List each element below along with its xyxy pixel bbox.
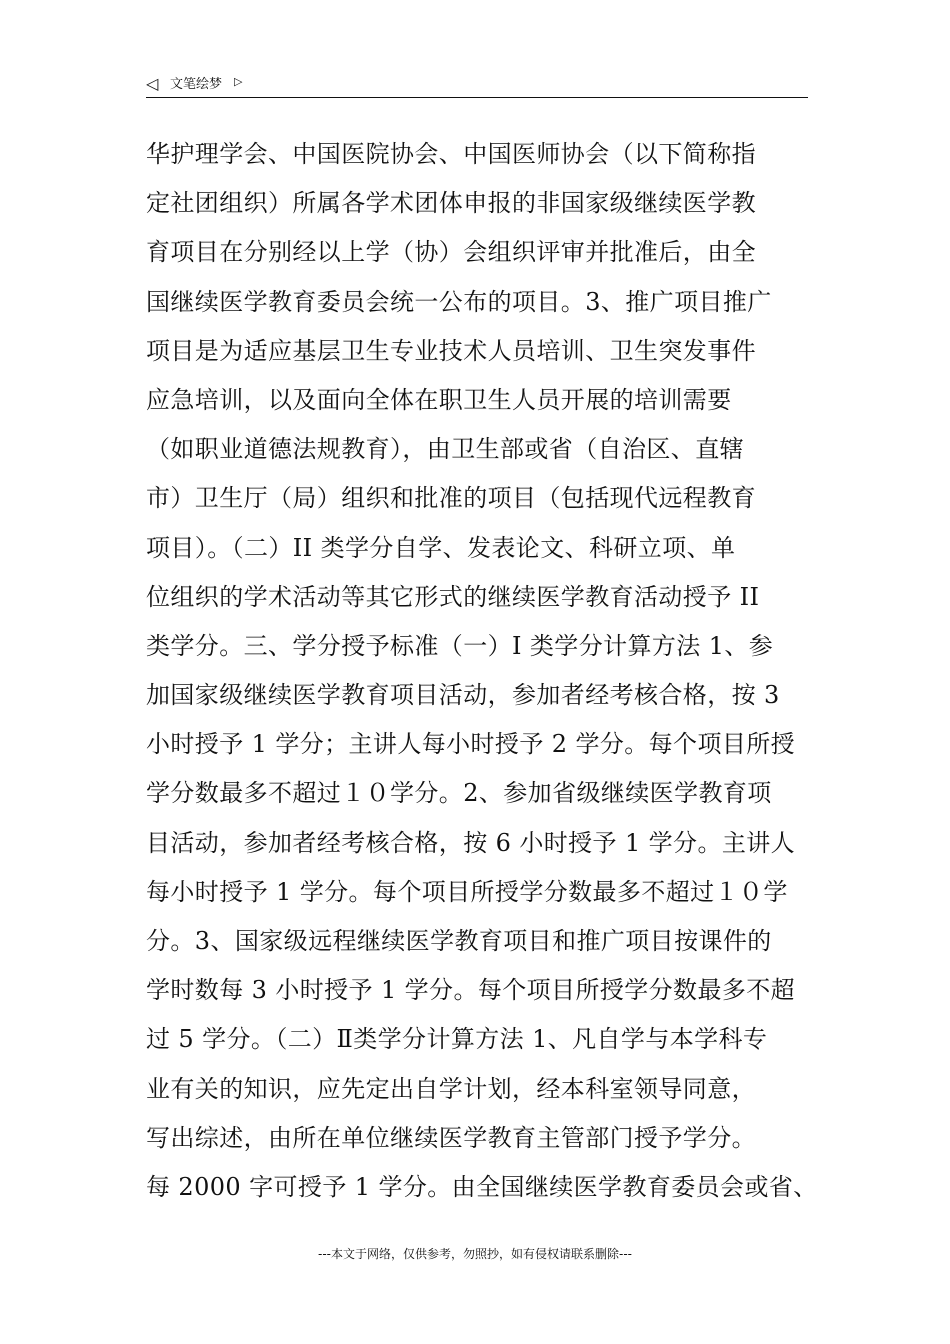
text-line: 学分数最多不超过１０学分。2、参加省级继续医学教育项 bbox=[146, 779, 772, 808]
text-line: 业有关的知识，应先定出自学计划，经本科室领导同意， bbox=[146, 1074, 756, 1103]
text-line: （如职业道德法规教育），由卫生部或省（自治区、直辖 bbox=[146, 435, 744, 464]
text-line: 分。3、国家级远程继续医学教育项目和推广项目按课件的 bbox=[146, 927, 772, 955]
text-line: 项目）。（二）II 类学分自学、发表论文、科研立项、单 bbox=[146, 533, 736, 562]
text-line: 每小时授予 1 学分。每个项目所授学分数最多不超过１０学 bbox=[146, 877, 788, 906]
text-line: 国继续医学教育委员会统一公布的项目。3、推广项目推广 bbox=[146, 287, 772, 316]
body-text bbox=[146, 130, 836, 1212]
text-line: 写出综述，由所在单位继续医学教育主管部门授予学分。 bbox=[146, 1123, 756, 1152]
text-line: 应急培训，以及面向全体在职卫生人员开展的培训需要 bbox=[146, 385, 732, 414]
text-line: 华护理学会、中国医院协会、中国医师协会（以下简称指 bbox=[146, 140, 756, 168]
text-line: 定社团组织）所属各学术团体申报的非国家级继续医学教 bbox=[146, 189, 756, 218]
footer-disclaimer: ---本文于网络，仅供参考，勿照抄，如有侵权请联系删除--- bbox=[318, 1247, 632, 1261]
triangle-left-icon: ◁ bbox=[146, 74, 159, 93]
header-divider bbox=[146, 97, 808, 98]
text-line: 加国家级继续医学教育项目活动，参加者经考核合格，按 3 bbox=[146, 681, 780, 710]
text-line: 位组织的学术活动等其它形式的继续医学教育活动授予 II bbox=[146, 582, 760, 611]
header-title: 文笔绘梦 bbox=[170, 77, 223, 92]
text-line: 每 2000 字可授予 1 学分。由全国继续医学教育委员会或省、 bbox=[146, 1172, 818, 1201]
text-line: 育项目在分别经以上学（协）会组织评审并批准后，由全 bbox=[146, 238, 756, 267]
text-line: 小时授予 1 学分；主讲人每小时授予 2 学分。每个项目所授 bbox=[146, 730, 796, 759]
text-line: 学时数每 3 小时授予 1 学分。每个项目所授学分数最多不超 bbox=[146, 976, 796, 1005]
text-line: 项目是为适应基层卫生专业技术人员培训、卫生突发事件 bbox=[146, 336, 756, 365]
text-line: 目活动，参加者经考核合格，按 6 小时授予 1 学分。主讲人 bbox=[146, 828, 796, 857]
triangle-right-icon: ▷ bbox=[234, 75, 243, 88]
text-line: 类学分。三、学分授予标准（一）I 类学分计算方法 1、参 bbox=[146, 631, 774, 660]
text-line: 过 5 学分。（二）Ⅱ类学分计算方法 1、凡自学与本学科专 bbox=[146, 1025, 768, 1054]
text-line: 市）卫生厅（局）组织和批准的项目（包括现代远程教育 bbox=[146, 484, 756, 513]
